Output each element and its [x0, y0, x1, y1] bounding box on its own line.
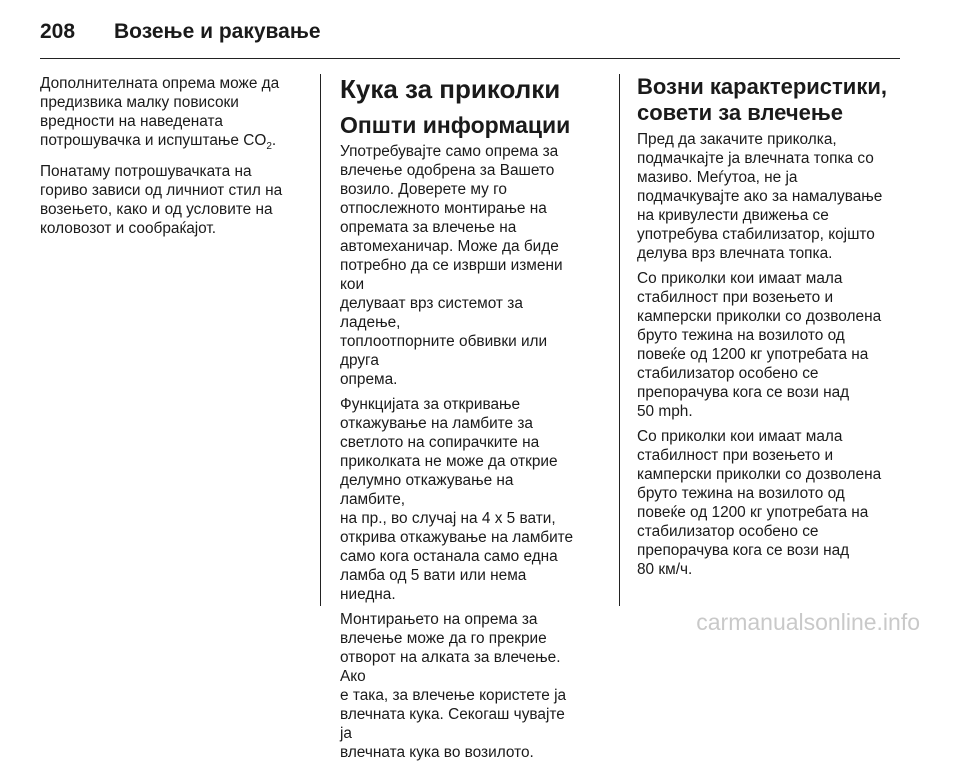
emissions-period: .	[271, 132, 277, 149]
watermark: carmanualsonline.info	[696, 609, 920, 635]
header-divider	[40, 58, 900, 59]
driving-characteristics-heading: Возни карактеристики, совети за влечење	[637, 74, 887, 125]
page-header	[40, 12, 321, 52]
consumption-paragraph: Понатаму потрошувачката на гориво зависи од личниот стил на возењето, како и од условите на коловозот и сообраќајот.	[40, 163, 283, 238]
column-3	[637, 74, 902, 585]
column-1	[40, 74, 298, 244]
stabiliser-mph-paragraph: Со приколки кои имаат мала стабилност при возењето и камперски приколки со дозволена бруто тежина на возилото од повеќе од 1200 кг употребата на стабилизатор особено се препорачува кога се вози над 50 mph.	[637, 270, 882, 420]
lubrication-paragraph: Пред да закачите приколка, подмачкајте ја влечната топка со мазиво. Меѓутоа, не ја подмачкувајте ако за намалување на кривулести движења се употребува стабилизатор, којшто делува врз влечната топка.	[637, 131, 883, 262]
towbar-heading: Кука за приколки	[340, 74, 561, 104]
column-divider-1	[320, 74, 321, 606]
emissions-text: Дополнителната опрема може да предизвика малку повисоки вредности на наведената потрошувачка и испуштање CO	[40, 75, 280, 149]
column-2	[340, 74, 578, 768]
column-divider-2	[619, 74, 620, 606]
brake-light-paragraph: Функцијата за откривање откажување на ламбите за светлото на сопирачките на приколката не може да открие делумно откажување на ламбите, на пр., во случај на 4 x 5 вати, открива откажување на ламбите само кога останала само една ламба од 5 вати или нема ниедна.	[340, 396, 574, 603]
section-title: Возење и ракување	[114, 20, 321, 43]
emissions-paragraph	[40, 74, 298, 156]
stabiliser-kmh-paragraph: Со приколки кои имаат мала стабилност при возењето и камперски приколки со дозволена бруто тежина на возилото од повеќе од 1200 кг употребата на стабилизатор особено се препорачува кога се вози над 80 км/ч.	[637, 428, 882, 578]
towing-eye-paragraph: Монтирањето на опрема за влечење може да го прекрие отворот на алката за влечење. Ако е така, за влечење користете ја влечната кука. Секогаш чувајте ја влечната кука во возилото.	[340, 611, 567, 761]
co2-subscript: 2	[266, 141, 272, 153]
general-info-heading: Општи информации	[340, 112, 571, 138]
towing-equipment-paragraph: Употребувајте само опрема за влечење одобрена за Вашето возило. Доверете му го отпослежното монтирање на опремата за влечење на автомеханичар. Може да биде потребно да се изврши измени кои делуваат врз системот за ладење, топлоотпорните обвивки или друга опрема.	[340, 143, 563, 388]
page-number: 208	[40, 20, 76, 43]
